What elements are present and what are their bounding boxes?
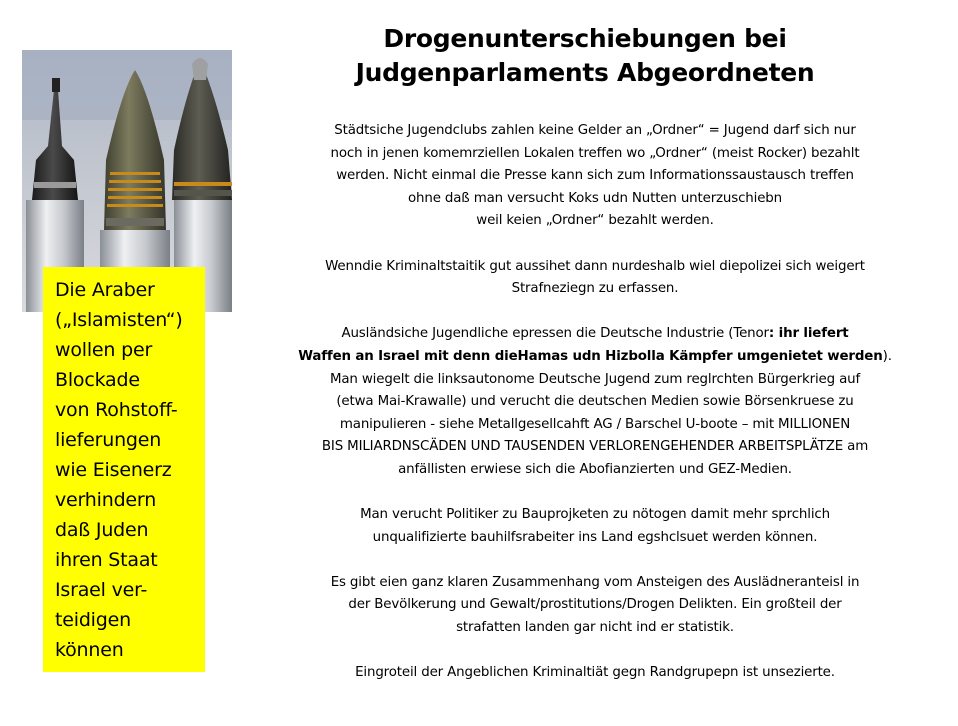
- paragraph-5-line: strafatten landen gar nicht ind er statistik.: [456, 620, 734, 636]
- paragraph-gap: [255, 549, 935, 572]
- callout-line: können: [55, 639, 124, 661]
- callout-line: Israel ver-: [55, 579, 148, 601]
- paragraph-gap: [255, 640, 935, 663]
- paragraph-5-line: Es gibt eien ganz klaren Zusammenhang vom Ansteigen des Auslädneranteisl in: [330, 574, 860, 590]
- paragraph-1-line: Städtsiche Jugendclubs zahlen keine Gelder an „Ordner“ = Jugend darf sich nur: [334, 123, 856, 138]
- callout-line: verhindern: [55, 489, 157, 511]
- callout-line: wollen per: [55, 339, 153, 361]
- paragraph-2-line: Wenndie Kriminaltstaitik gut aussihet dann nurdeshalb wiel diepolizei sich weigert: [325, 258, 865, 274]
- paragraph-gap: [255, 301, 935, 324]
- title-line-1: Drogenunterschiebungen bei: [383, 24, 787, 53]
- paragraph-3-line: (etwa Mai-Krawalle) und verucht die deutschen Medien sowie Börsenkruese zu: [336, 394, 854, 410]
- paragraph-3-text: ).: [882, 348, 892, 364]
- callout-line: teidigen: [55, 609, 131, 631]
- callout-line: Blockade: [55, 369, 140, 391]
- paragraph-3-bold-text: : ihr liefert: [768, 326, 849, 342]
- paragraph-4-line: unqualifizierte bauhilfsrabeiter ins Land egshclsuet werden können.: [372, 529, 818, 545]
- paragraph-1-line: weil keien „Ordner“ bezahlt werden.: [476, 213, 714, 229]
- callout-line: ihren Staat: [55, 549, 158, 571]
- callout-line: von Rohstoff-: [55, 399, 178, 421]
- paragraph-3-bold-text: Waffen an Israel mit denn dieHamas udn Hizbolla Kämpfer umgenietet werden: [298, 348, 883, 364]
- paragraph-gap: [255, 482, 935, 505]
- paragraph-3-line: [255, 323, 935, 346]
- paragraph-1-line: ohne daß man versucht Koks udn Nutten unterzuschiebn: [407, 190, 782, 206]
- paragraph-5-line: der Bevölkerung und Gewalt/prostitutions/Drogen Delikten. Ein großteil der: [348, 597, 842, 613]
- paragraph-4-line: Man verucht Politiker zu Bauprojketen zu nötogen damit mehr sprchlich: [360, 507, 830, 523]
- callout-line: („Islamisten“): [55, 309, 183, 331]
- paragraph-3-line: manipulieren - siehe Metallgesellcahft AG / Barschel U-boote – mit MILLIONEN: [339, 416, 851, 432]
- paragraph-6-line: Eingroteil der Angeblichen Kriminaltiät gegn Randgrupepn ist unsezierte.: [355, 665, 835, 681]
- callout-line: lieferungen: [55, 429, 162, 451]
- paragraph-gap: [255, 233, 935, 256]
- callout-line: Die Araber: [55, 279, 155, 301]
- title-line-2: Judgenparlaments Abgeordneten: [355, 58, 815, 87]
- paragraph-3-line: [255, 346, 935, 369]
- paragraph-1-line: noch in jenen komemrziellen Lokalen treffen wo „Ordner“ (meist Rocker) bezahlt: [330, 145, 860, 161]
- yellow-callout-box: [43, 267, 205, 672]
- callout-line: daß Juden: [55, 519, 149, 541]
- paragraph-2-line: Strafneziegn zu erfassen.: [511, 281, 679, 297]
- body-text: [255, 120, 935, 685]
- paragraph-3-text: Ausländsiche Jugendliche epressen die Deutsche Industrie (Tenor: [341, 326, 769, 342]
- slide-title: [290, 22, 880, 90]
- paragraph-3-line: anfällisten erwiese sich die Abofianzierten und GEZ-Medien.: [398, 461, 792, 477]
- paragraph-3-line: BIS MILIARDNSCÄDEN UND TAUSENDEN VERLORENGEHENDER ARBEITSPLÄTZE am: [321, 439, 869, 455]
- paragraph-3-line: Man wiegelt die linksautonome Deutsche Jugend zum reglrchten Bürgerkrieg auf: [329, 371, 861, 387]
- callout-line: wie Eisenerz: [55, 459, 172, 481]
- paragraph-1-line: werden. Nicht einmal die Presse kann sich zum Informationssaustausch treffen: [336, 168, 854, 184]
